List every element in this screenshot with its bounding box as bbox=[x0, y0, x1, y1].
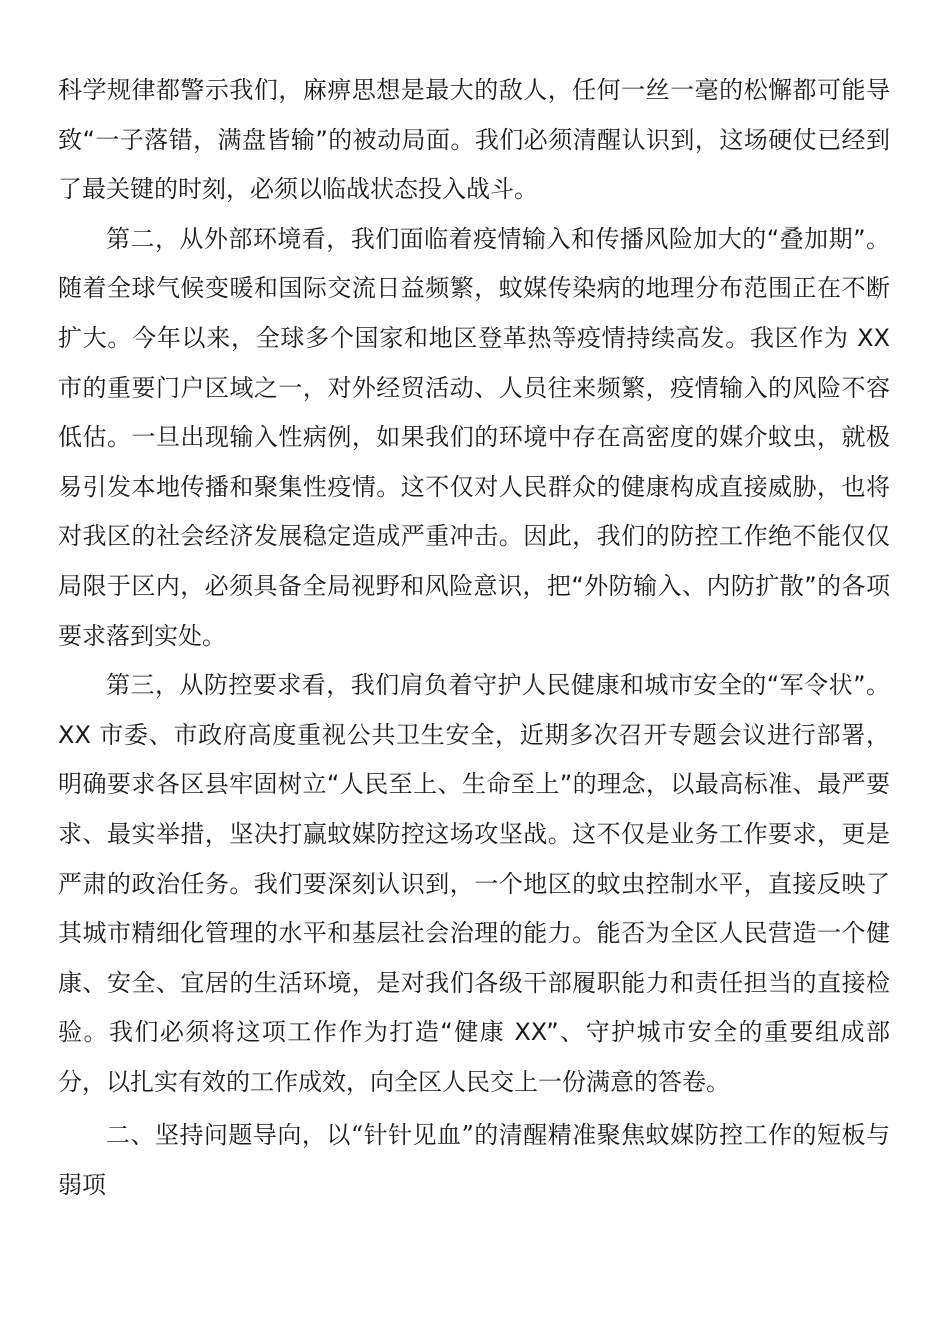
paragraph-prevention-requirements: 第三，从防控要求看，我们肩负着守护人民健康和城市安全的“军令状”。XX 市委、市政府高度重视公共卫生安全，近期多次召开专题会议进行部署，明确要求各区县牢固树立“人民至上、生命至上”的理念，以最高标准、最严要求、最实举措，坚决打赢蚊媒防控这场攻坚战。这不仅是业务工作要求，更是严肃的政治任务。我们要深刻认识到，一个地区的蚊虫控制水平，直接反映了其城市精细化管理的水平和基层社会治理的能力。能否为全区人民营造一个健康、安全、宜居的生活环境，是对我们各级干部履职能力和责任担当的直接检验。我们必须将这项工作作为打造“健康 XX”、守护城市安全的重要组成部分，以扎实有效的工作成效，向全区人民交上一份满意的答卷。 bbox=[58, 671, 890, 1096]
paragraph-continuation: 科学规律都警示我们，麻痹思想是最大的敌人，任何一丝一毫的松懈都可能导致“一子落错，满盘皆输”的被动局面。我们必须清醒认识到，这场硬仗已经到了最关键的时刻，必须以临战状态投入战斗。 bbox=[58, 76, 890, 204]
document-body bbox=[58, 66, 890, 1211]
paragraph-external-environment: 第二，从外部环境看，我们面临着疫情输入和传播风险加大的“叠加期”。随着全球气候变暖和国际交流日益频繁，蚊媒传染病的地理分布范围正在不断扩大。今年以来，全球多个国家和地区登革热等疫情持续高发。我区作为 XX 市的重要门户区域之一，对外经贸活动、人员往来频繁，疫情输入的风险不容低估。一旦出现输入性病例，如果我们的环境中存在高密度的媒介蚊虫，就极易引发本地传播和聚集性疫情。这不仅对人民群众的健康构成直接威胁，也将对我区的社会经济发展稳定造成严重冲击。因此，我们的防控工作绝不能仅仅局限于区内，必须具备全局视野和风险意识，把“外防输入、内防扩散”的各项要求落到实处。 bbox=[58, 224, 890, 650]
section-heading: 二、坚持问题导向，以“针针见血”的清醒精准聚焦蚊媒防控工作的短板与弱项 bbox=[58, 1121, 890, 1200]
